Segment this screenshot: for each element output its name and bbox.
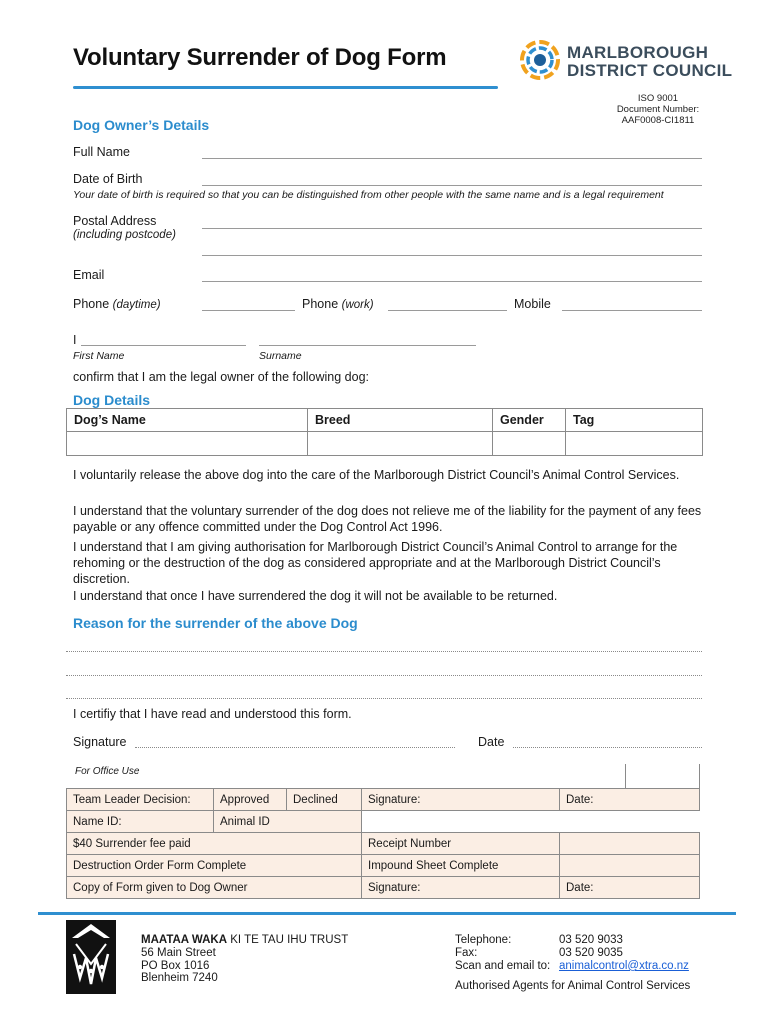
mobile-field[interactable] [562, 310, 702, 311]
reason-section-heading: Reason for the surrender of the above Dog [73, 615, 358, 631]
dog-name-cell[interactable] [67, 432, 308, 456]
address-line: Blenheim 7240 [141, 972, 218, 984]
surname-caption: Surname [259, 350, 302, 362]
fee-paid-label: $40 Surrender fee paid [67, 833, 362, 855]
date-field[interactable] [513, 747, 702, 748]
gender-header: Gender [493, 409, 566, 432]
email-label: Email [73, 268, 105, 282]
mobile-label: Mobile [514, 297, 551, 311]
fax-value: 03 520 9035 [559, 947, 623, 959]
office-row [67, 789, 700, 811]
certify-text: I certifiy that I have read and understood this form. [73, 707, 352, 721]
statement-authorisation: I understand that I am giving authorisation for Marlborough District Council’s Animal Control to arrange for the rehoming or the destruction of the dog as considered appropriate and at the Marlborough District Council’s discretion. [73, 540, 678, 586]
maataa-waka-logo-icon [66, 920, 116, 994]
council-name [567, 44, 732, 80]
council-name-line1: MARLBOROUGH [567, 43, 709, 62]
owner-confirm-text: confirm that I am the legal owner of the following dog: [73, 370, 369, 384]
trust-name-bold: MAATAA WAKA [141, 934, 228, 946]
office-signature-label: Signature: [362, 789, 439, 811]
phone-daytime-note: (daytime) [112, 299, 161, 311]
office-divider-right [699, 764, 700, 788]
council-name-line2: DISTRICT COUNCIL [567, 61, 733, 80]
dob-field[interactable] [202, 185, 702, 186]
postal-address-field-1[interactable] [202, 228, 702, 229]
final-date-field[interactable] [625, 877, 700, 899]
address-line: PO Box 1016 [141, 959, 210, 972]
postal-address-label: Postal Address [73, 214, 157, 228]
phone-work-note: (work) [341, 299, 374, 311]
postal-address-field-2[interactable] [202, 255, 702, 256]
first-name-field[interactable] [81, 345, 246, 346]
trust-name-rest: KI TE TAU IHU TRUST [227, 934, 349, 946]
phone-daytime-field[interactable] [202, 310, 295, 311]
form-title: Voluntary Surrender of Dog Form [73, 44, 447, 71]
telephone-value: 03 520 9033 [559, 934, 623, 946]
office-use-table [66, 788, 700, 899]
destruction-order-label: Destruction Order Form Complete [67, 855, 362, 877]
doc-number: AAF0008-CI1811 [621, 115, 695, 126]
email-field[interactable] [202, 281, 702, 282]
office-row [67, 811, 700, 833]
doc-number-label: Document Number: [616, 104, 700, 115]
office-signature-field[interactable] [439, 789, 560, 811]
reason-line-3[interactable] [66, 698, 702, 699]
approved-option[interactable]: Approved [214, 789, 287, 811]
council-logo-icon [518, 38, 562, 82]
phone-daytime-text: Phone [73, 297, 110, 311]
office-row [67, 877, 700, 899]
iso-label: ISO 9001 [637, 93, 679, 104]
dog-table-row [67, 432, 703, 456]
email-link[interactable]: animalcontrol@xtra.co.nz [559, 960, 689, 972]
final-date-label: Date: [560, 877, 625, 899]
team-leader-label: Team Leader Decision: [67, 789, 214, 811]
phone-daytime-label [73, 297, 161, 311]
phone-work-text: Phone [302, 297, 339, 311]
statement-liability: I understand that the voluntary surrender of the dog does not relieve me of the liability for the payment of any fees payable or any offence committed under the Dog Control Act 1996. [73, 504, 702, 534]
office-blank-cell [362, 811, 700, 833]
declined-option[interactable]: Declined [287, 789, 362, 811]
office-date-label: Date: [560, 789, 625, 811]
office-use-label: For Office Use [75, 766, 140, 777]
statement-not-returned: I understand that once I have surrendered the dog it will not be available to be returned. [73, 589, 558, 603]
reason-line-2[interactable] [66, 675, 702, 676]
gender-cell[interactable] [493, 432, 566, 456]
copy-given-label: Copy of Form given to Dog Owner [67, 877, 362, 899]
document-info [590, 93, 726, 126]
office-row [67, 833, 700, 855]
i-label: I [73, 333, 77, 347]
impound-sheet-field[interactable] [560, 855, 700, 877]
final-signature-label: Signature: [362, 877, 439, 899]
signature-field[interactable] [135, 747, 455, 748]
statement-release: I voluntarily release the above dog into the care of the Marlborough District Council’s Animal Control Services. [73, 468, 680, 482]
tag-cell[interactable] [566, 432, 703, 456]
dog-table-header-row [67, 409, 703, 432]
impound-sheet-label: Impound Sheet Complete [362, 855, 560, 877]
footer-rule [38, 912, 736, 915]
telephone-label: Telephone: [455, 934, 512, 946]
title-underline [73, 86, 498, 89]
phone-work-field[interactable] [388, 310, 507, 311]
receipt-number-label: Receipt Number [362, 833, 560, 855]
full-name-label: Full Name [73, 145, 130, 159]
tag-header: Tag [566, 409, 703, 432]
dog-name-header: Dog’s Name [67, 409, 308, 432]
reason-line-1[interactable] [66, 651, 702, 652]
phone-work-label [302, 297, 374, 311]
dog-details-table [66, 408, 703, 456]
office-divider-left [625, 764, 626, 788]
name-id-label: Name ID: [67, 811, 214, 833]
final-signature-field[interactable] [439, 877, 560, 899]
dob-note: Your date of birth is required so that you can be distinguished from other people with the same name and is a legal requirement [73, 189, 664, 201]
breed-header: Breed [308, 409, 493, 432]
dog-section-heading: Dog Details [73, 392, 151, 408]
surname-field[interactable] [259, 345, 476, 346]
owner-section-heading: Dog Owner’s Details [73, 117, 210, 133]
dob-label: Date of Birth [73, 172, 143, 186]
trust-address [141, 947, 218, 985]
postal-address-note: (including postcode) [73, 229, 176, 241]
office-date-field[interactable] [625, 789, 700, 811]
authorised-agents: Authorised Agents for Animal Control Services [455, 980, 691, 992]
office-row [67, 855, 700, 877]
breed-cell[interactable] [308, 432, 493, 456]
full-name-field[interactable] [202, 158, 702, 159]
signature-label: Signature [73, 735, 127, 749]
scan-label: Scan and email to: [455, 960, 551, 972]
fax-label: Fax: [455, 947, 478, 959]
receipt-number-field[interactable] [560, 833, 700, 855]
first-name-caption: First Name [73, 350, 125, 362]
animal-id-label: Animal ID [214, 811, 362, 833]
trust-name [141, 934, 348, 947]
address-line: 56 Main Street [141, 947, 216, 959]
date-label: Date [478, 735, 505, 749]
